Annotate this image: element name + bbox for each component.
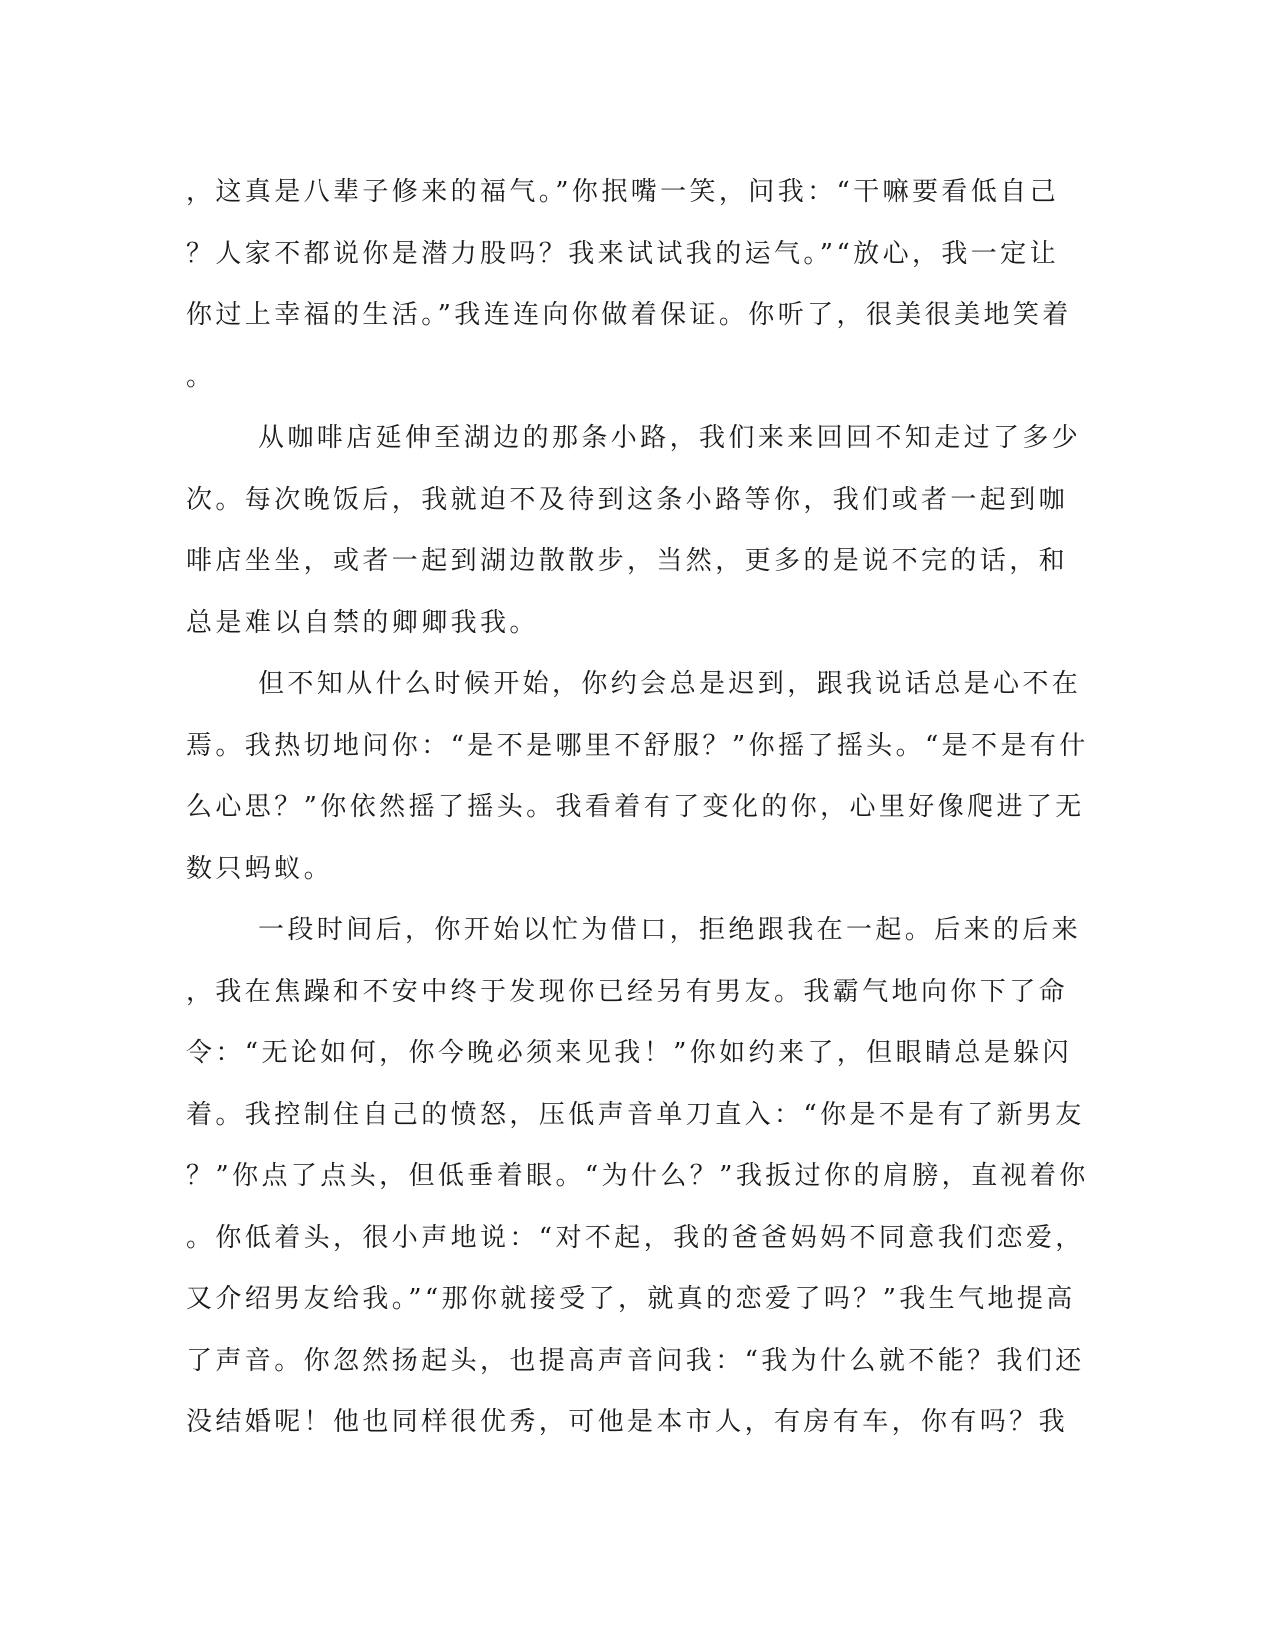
text-line: 了声音。你忽然扬起头，也提高声音问我：“我为什么就不能？我们还 xyxy=(186,1345,1085,1376)
text-line: ？人家不都说你是潜力股吗？我来试试我的运气。”“放心，我一定让 xyxy=(186,238,1059,269)
text-line: 。 xyxy=(186,361,216,392)
text-line: 数只蚂蚁。 xyxy=(186,853,334,884)
text-line: 。你低着头，很小声地说：“对不起，我的爸爸妈妈不同意我们恋爱， xyxy=(186,1222,1085,1253)
text-line: ？”你点了点头，但低垂着眼。“为什么？”我扳过你的肩膀，直视着你 xyxy=(186,1161,1089,1191)
text-line: 又介绍男友给我。”“那你就接受了，就真的恋爱了吗？”我生气地提高 xyxy=(186,1284,1076,1314)
paragraph-first-line: 从咖啡店延伸至湖边的那条小路，我们来来回回不知走过了多少 xyxy=(258,423,1082,453)
text-line: ，我在焦躁和不安中终于发现你已经另有男友。我霸气地向你下了命 xyxy=(186,976,1069,1007)
text-line: 次。每次晚饭后，我就迫不及待到这条小路等你，我们或者一起到咖 xyxy=(186,484,1069,515)
paragraph-first-line: 一段时间后，你开始以忙为借口，拒绝跟我在一起。后来的后来 xyxy=(258,915,1082,945)
body-text xyxy=(186,162,1089,1454)
text-line: 焉。我热切地问你：“是不是哪里不舒服？”你摇了摇头。“是不是有什 xyxy=(186,730,1089,761)
text-line: ，这真是八辈子修来的福气。”你抿嘴一笑，问我：“干嘛要看低自己 xyxy=(186,177,1059,207)
text-line: 啡店坐坐，或者一起到湖边散散步，当然，更多的是说不完的话，和 xyxy=(186,546,1069,576)
text-line: 么心思？”你依然摇了摇头。我看着有了变化的你，心里好像爬进了无 xyxy=(186,792,1085,822)
text-line: 你过上幸福的生活。”我连连向你做着保证。你听了，很美很美地笑着 xyxy=(186,300,1072,330)
paragraph-first-line: 但不知从什么时候开始，你约会总是迟到，跟我说话总是心不在 xyxy=(258,669,1082,699)
text-line: 着。我控制住自己的愤怒，压低声音单刀直入：“你是不是有了新男友 xyxy=(186,1099,1085,1130)
text-line: 没结婚呢！他也同样很优秀，可他是本市人，有房有车，你有吗？我 xyxy=(186,1407,1069,1437)
text-line: 令：“无论如何，你今晚必须来见我！”你如约来了，但眼睛总是躲闪 xyxy=(186,1038,1072,1068)
text-line: 总是难以自禁的卿卿我我。 xyxy=(186,607,539,638)
